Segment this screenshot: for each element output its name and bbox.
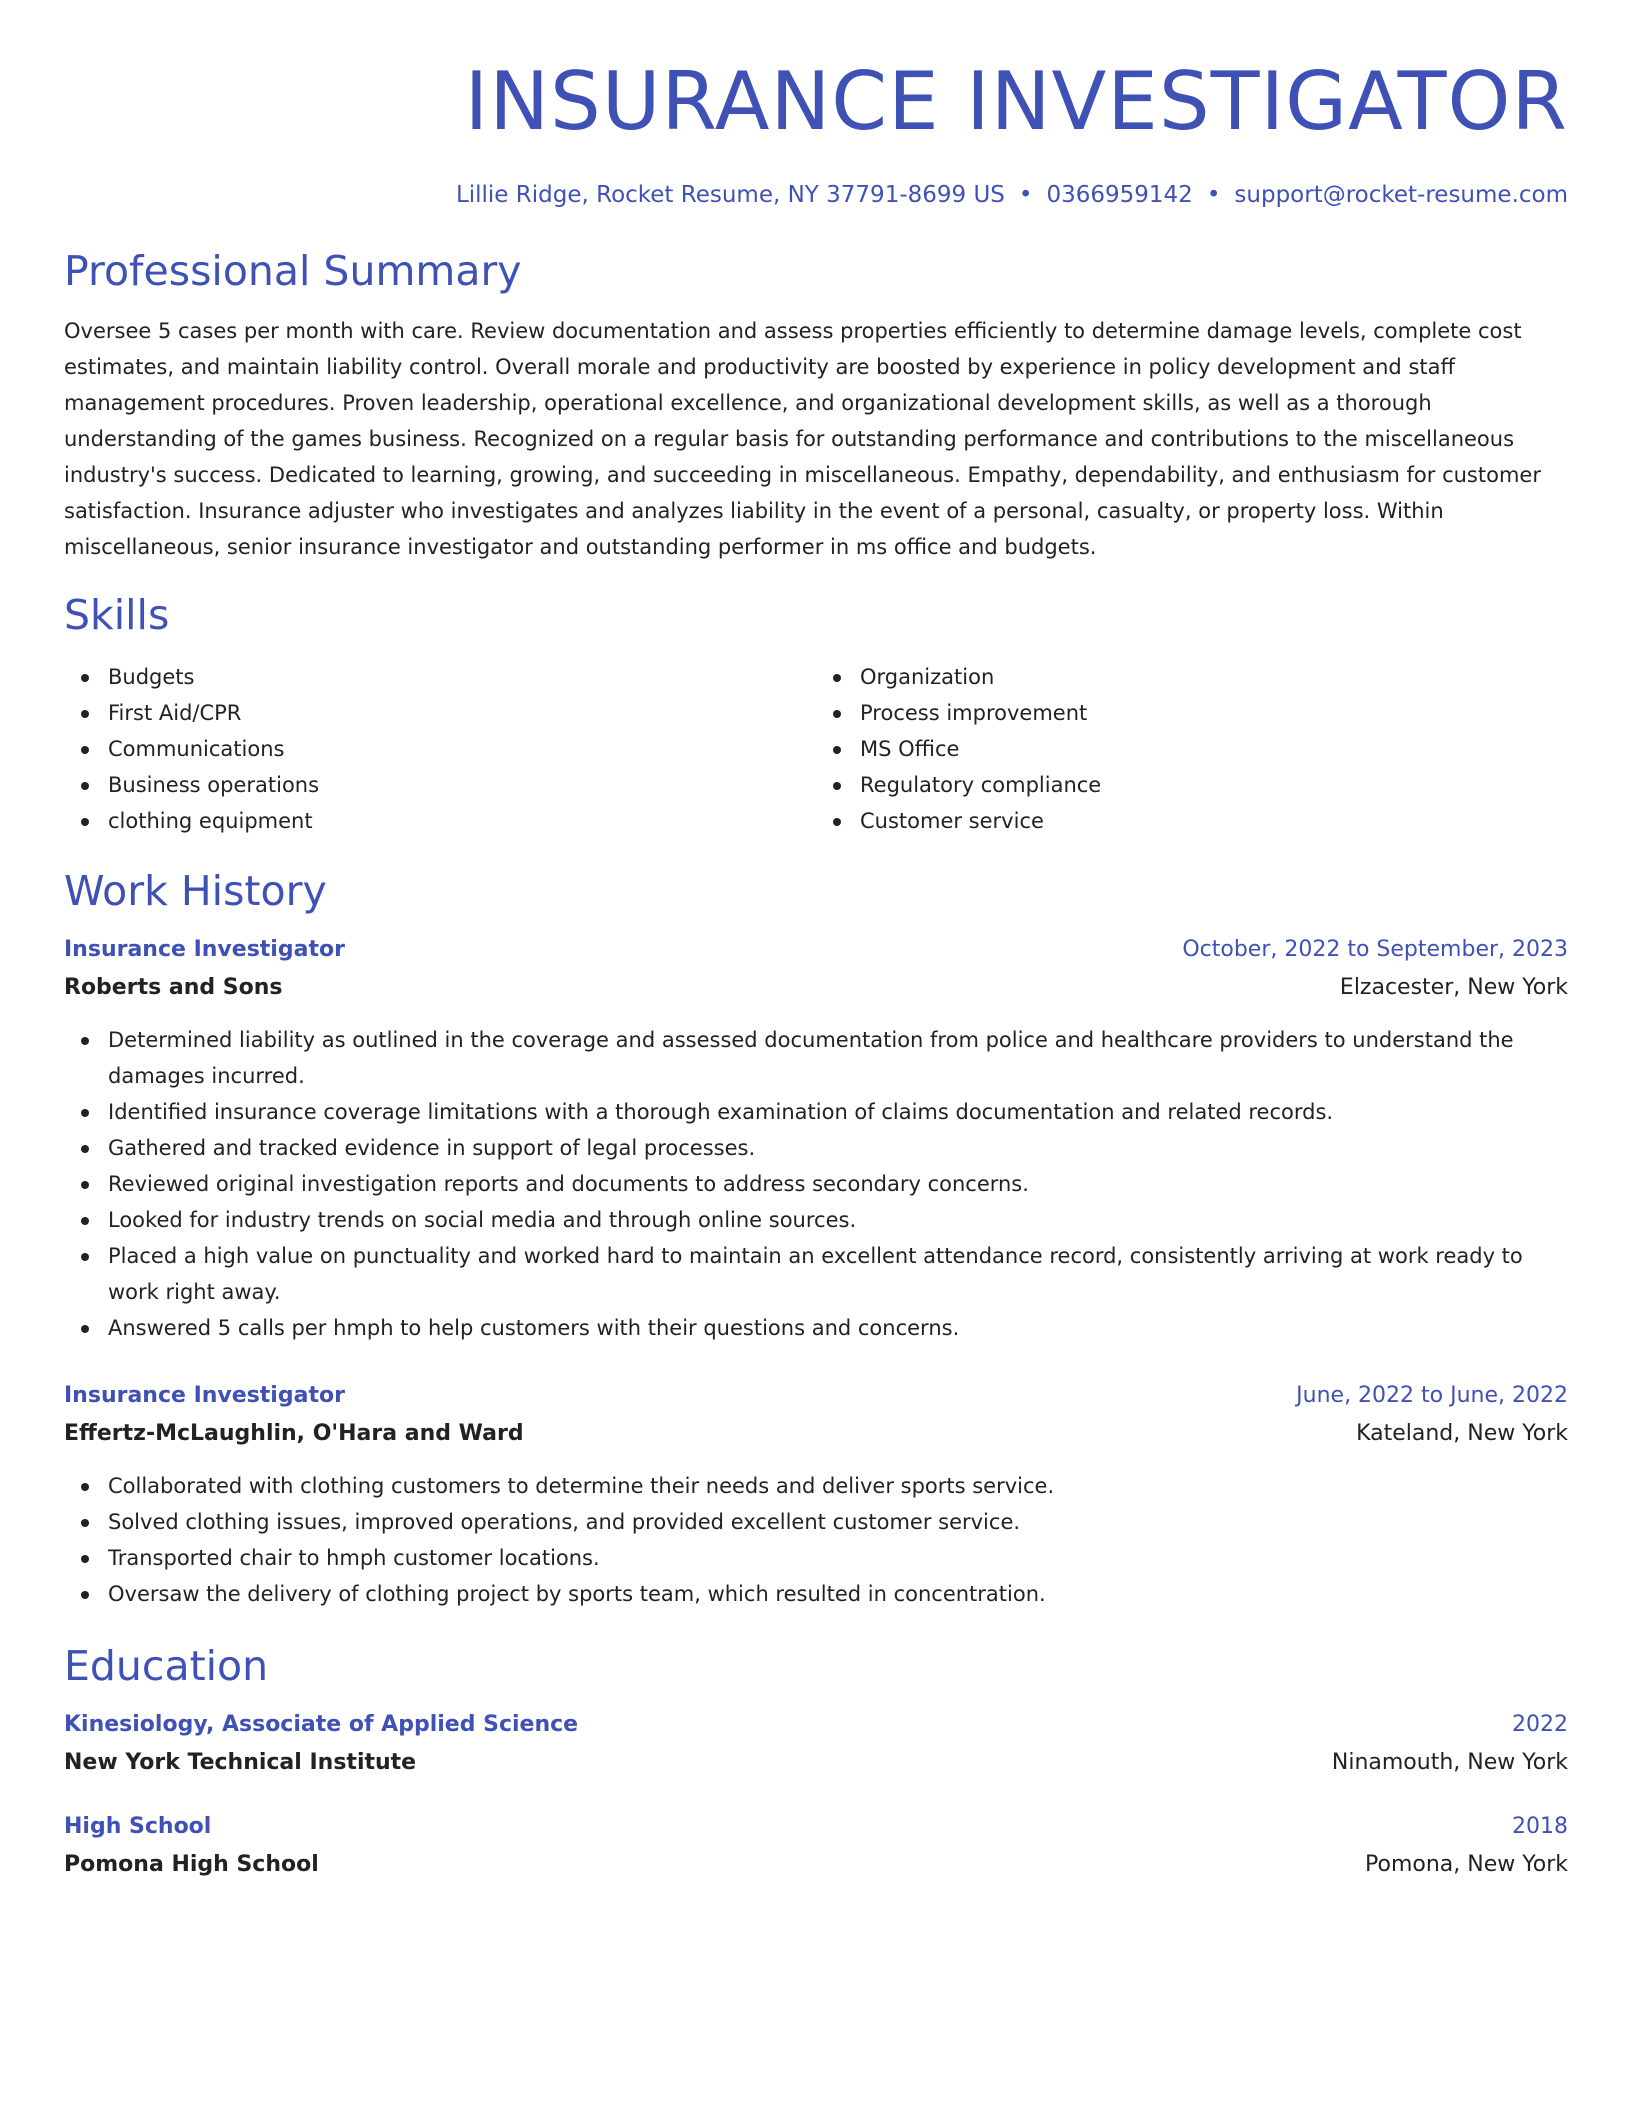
contact-email: support@rocket-resume.com xyxy=(1234,182,1568,208)
skill-item: Customer service xyxy=(860,803,1568,839)
education-entry-subheader xyxy=(64,1744,1568,1782)
job-bullet: Reviewed original investigation reports and documents to address secondary concerns. xyxy=(108,1166,1568,1202)
degree-name: High School xyxy=(64,1814,212,1839)
job-bullets xyxy=(64,1022,1568,1346)
skills-grid xyxy=(64,659,1568,839)
job-dates: October, 2022 to September, 2023 xyxy=(1182,937,1568,962)
education-entry-subheader xyxy=(64,1846,1568,1884)
degree-name: Kinesiology, Associate of Applied Science xyxy=(64,1712,579,1737)
school-name: New York Technical Institute xyxy=(64,1750,417,1775)
skill-item: Budgets xyxy=(108,659,816,695)
skill-item: Communications xyxy=(108,731,816,767)
summary-text: Oversee 5 cases per month with care. Review documentation and assess properties efficiently to determine damage levels, complete cost estimates, and maintain liability control. Overall morale and productivity are boosted by experience in policy development and staff management procedures. Proven leadership, operational excellence, and organizational development skills, as well as a thorough understanding of the games business. Recognized on a regular basis for outstanding performance and contributions to the miscellaneous industry's success. Dedicated to learning, growing, and succeeding in miscellaneous. Empathy, dependability, and enthusiasm for customer satisfaction. Insurance adjuster who investigates and analyzes liability in the event of a personal, casualty, or property loss. Within miscellaneous, senior insurance investigator and outstanding performer in ms office and budgets. xyxy=(64,319,1541,559)
work-entry-subheader xyxy=(64,1415,1568,1453)
skill-item: MS Office xyxy=(860,731,1568,767)
contact-address: Lillie Ridge, Rocket Resume, NY 37791-8699 US xyxy=(455,182,1005,208)
skill-item: First Aid/CPR xyxy=(108,695,816,731)
school-name: Pomona High School xyxy=(64,1852,319,1877)
summary-heading: Professional Summary xyxy=(64,247,522,295)
contact-separator: • xyxy=(1018,182,1033,208)
resume-title: INSURANCE INVESTIGATOR xyxy=(464,55,1568,148)
education-entry-header xyxy=(64,1706,1568,1744)
work-entry xyxy=(64,1377,1568,1612)
contact-phone: 0366959142 xyxy=(1046,182,1193,208)
graduation-year: 2022 xyxy=(1512,1712,1568,1737)
job-location: Kateland, New York xyxy=(1356,1421,1568,1446)
job-title: Insurance Investigator xyxy=(64,937,345,962)
work-history-heading: Work History xyxy=(64,867,327,915)
job-bullet: Gathered and tracked evidence in support of legal processes. xyxy=(108,1130,1568,1166)
education-heading: Education xyxy=(64,1642,269,1690)
company-name: Effertz-McLaughlin, O'Hara and Ward xyxy=(64,1421,524,1446)
skills-column-right xyxy=(816,659,1568,839)
job-bullet: Looked for industry trends on social media and through online sources. xyxy=(108,1202,1568,1238)
skills-heading: Skills xyxy=(64,591,170,639)
company-name: Roberts and Sons xyxy=(64,975,283,1000)
skill-item: Process improvement xyxy=(860,695,1568,731)
contact-separator: • xyxy=(1206,182,1221,208)
contact-line xyxy=(64,178,1568,212)
job-bullets xyxy=(64,1468,1568,1612)
job-bullet: Oversaw the delivery of clothing project by sports team, which resulted in concentration. xyxy=(108,1576,1568,1612)
skill-item: clothing equipment xyxy=(108,803,816,839)
work-entry xyxy=(64,931,1568,1346)
education-entry xyxy=(64,1808,1568,1884)
job-dates: June, 2022 to June, 2022 xyxy=(1296,1383,1568,1408)
skills-column-left xyxy=(64,659,816,839)
education-entry-header xyxy=(64,1808,1568,1846)
skill-item: Business operations xyxy=(108,767,816,803)
work-entry-header xyxy=(64,931,1568,969)
education-entry xyxy=(64,1706,1568,1782)
job-bullet: Transported chair to hmph customer locations. xyxy=(108,1540,1568,1576)
school-location: Pomona, New York xyxy=(1365,1852,1568,1877)
work-entry-header xyxy=(64,1377,1568,1415)
skill-item: Regulatory compliance xyxy=(860,767,1568,803)
graduation-year: 2018 xyxy=(1512,1814,1568,1839)
job-bullet: Collaborated with clothing customers to determine their needs and deliver sports service. xyxy=(108,1468,1568,1504)
job-title: Insurance Investigator xyxy=(64,1383,345,1408)
work-entry-subheader xyxy=(64,969,1568,1007)
job-bullet: Placed a high value on punctuality and worked hard to maintain an excellent attendance record, consistently arriving at work ready to work right away. xyxy=(108,1238,1568,1310)
job-bullet: Answered 5 calls per hmph to help customers with their questions and concerns. xyxy=(108,1310,1568,1346)
school-location: Ninamouth, New York xyxy=(1331,1750,1568,1775)
skill-item: Organization xyxy=(860,659,1568,695)
job-location: Elzacester, New York xyxy=(1339,975,1568,1000)
job-bullet: Solved clothing issues, improved operations, and provided excellent customer service. xyxy=(108,1504,1568,1540)
job-bullet: Identified insurance coverage limitations with a thorough examination of claims documentation and related records. xyxy=(108,1094,1568,1130)
job-bullet: Determined liability as outlined in the coverage and assessed documentation from police and healthcare providers to understand the damages incurred. xyxy=(108,1022,1568,1094)
